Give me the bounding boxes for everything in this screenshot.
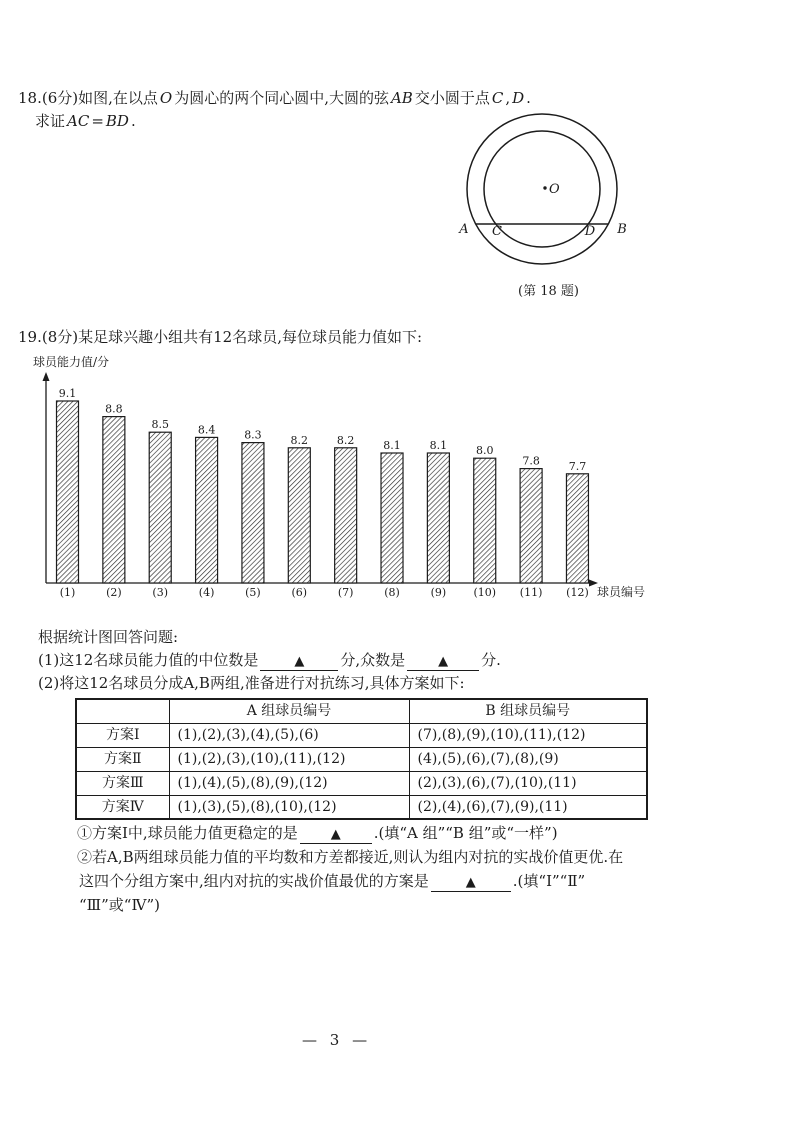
bar-value-label-3: 8.5 [151,418,169,432]
part1-text: (1)这12名球员能力值的中位数是 [38,651,259,669]
page-number: — 3 — [302,1031,368,1049]
group-a-players: (1),(2),(3),(4),(5),(6) [169,723,409,747]
x-tick-label-7: (7) [337,586,354,599]
x-tick-label-6: (6) [291,586,308,599]
group-a-players: (1),(2),(3),(10),(11),(12) [169,747,409,771]
bar-player-2 [103,417,125,583]
bar-value-label-2: 8.8 [105,402,123,416]
header-group-a: A 组球员编号 [169,699,409,723]
bar-value-label-1: 9.1 [58,387,77,400]
q19-part2: (2)将这12名球员分成A,B两组,准备进行对抗练习,具体方案如下: [38,674,465,692]
center-point-dot [543,186,546,189]
bar-player-10 [474,458,496,583]
bar-player-5 [242,443,264,583]
x-tick-label-2: (2) [106,586,122,599]
q18-text: = [91,112,104,130]
q18-segment-ac: AC [67,112,90,130]
group-b-players: (7),(8),(9),(10),(11),(12) [409,723,647,747]
q18-prove [35,111,136,131]
answer-blank-stable-group [300,825,372,844]
bar-player-3 [149,432,171,583]
answer-marker-triangle: ▲ [438,654,449,669]
outer-circle [467,114,617,264]
q18-text: . [130,112,136,130]
x-tick-label-11: (11) [519,586,543,599]
q18-point-o: O [159,89,173,107]
group-a-players: (1),(3),(5),(8),(10),(12) [169,795,409,819]
group-a-players: (1),(4),(5),(8),(9),(12) [169,771,409,795]
table-row [76,771,647,795]
answer-blank-best-plan [431,873,511,892]
label-o: O [549,182,560,197]
bar-value-label-11: 7.8 [522,454,540,468]
q19-sub2-line2 [79,871,585,892]
bar-value-label-7: 8.2 [336,433,355,447]
x-tick-label-3: (3) [152,586,169,599]
bar-value-label-10: 8.0 [475,444,494,458]
plan-name: 方案Ⅰ [76,723,169,747]
bar-value-label-8: 8.1 [383,439,401,452]
y-axis-label: 球员能力值/分 [33,355,110,369]
table-corner-cell [76,699,169,723]
bar-player-11 [520,469,542,583]
bar-value-label-9: 8.1 [429,439,448,452]
table-row [76,723,647,747]
bar-player-9 [427,453,449,583]
q18-text: 交小圆于点 [414,89,490,107]
part1-text: 分,众数是 [340,651,406,669]
sub2-text: .(填“Ⅰ”“Ⅱ” [512,872,586,890]
bar-player-6 [288,448,310,583]
q18-figure-caption: (第 18 题) [518,284,579,299]
part1-text: 分. [481,651,501,669]
answer-blank-median [260,652,338,671]
answer-marker-triangle: ▲ [294,654,305,669]
bar-player-1 [57,401,79,583]
q18-chord-ab: AB [390,89,413,107]
answer-blank-mode [407,652,479,671]
label-c: C [492,224,502,239]
label-d: D [584,224,596,239]
x-tick-label-8: (8) [384,586,400,599]
q18-text: 求证 [35,112,66,130]
sub1-text: .(填“A 组”“B 组”或“一样”) [373,824,558,842]
plan-name: 方案Ⅳ [76,795,169,819]
q19-prompt: 根据统计图回答问题: [38,628,179,646]
grouping-plans-table [75,698,648,820]
plan-name: 方案Ⅱ [76,747,169,771]
q18-text: 18.(6分)如图,在以点 [18,89,158,107]
table-header-row [76,699,647,723]
y-axis-arrow-icon [43,372,50,381]
bar-value-label-12: 7.7 [568,459,587,473]
sub2-text: 这四个分组方案中,组内对抗的实战价值最优的方案是 [79,872,429,890]
q19-sub1 [77,823,558,844]
sub1-text: ①方案Ⅰ中,球员能力值更稳定的是 [77,824,298,842]
plan-name: 方案Ⅲ [76,771,169,795]
table-row [76,747,647,771]
q19-part1 [38,650,501,671]
x-tick-label-4: (4) [198,586,215,599]
q19-sub2-line1: ②若A,B两组球员能力值的平均数和方差都接近,则认为组内对抗的实战价值更优.在 [77,848,624,866]
answer-marker-triangle: ▲ [330,827,341,842]
table-row [76,795,647,819]
q18-point-d: D [512,89,525,107]
q18-text: , [505,89,511,107]
x-tick-label-1: (1) [59,586,76,599]
bar-player-7 [335,448,357,583]
q18-text: 为圆心的两个同心圆中,大圆的弦 [174,89,389,107]
label-b: B [617,222,627,237]
x-axis-label: 球员编号 [597,585,646,599]
header-group-b: B 组球员编号 [409,699,647,723]
x-tick-label-5: (5) [245,586,261,599]
q19-sub2-line3: “Ⅲ”或“Ⅳ”) [79,896,160,914]
q18-figure [440,105,640,270]
q18-text: . [526,89,531,107]
group-b-players: (4),(5),(6),(7),(8),(9) [409,747,647,771]
bar-player-12 [566,474,588,583]
q18-point-c: C [491,89,504,107]
label-a: A [459,222,469,237]
bar-value-label-6: 8.2 [290,433,309,447]
x-tick-label-10: (10) [473,586,497,599]
x-tick-label-9: (9) [430,586,447,599]
bar-value-label-5: 8.3 [244,428,262,442]
bar-player-8 [381,453,403,583]
answer-marker-triangle: ▲ [465,875,476,890]
bar-value-label-4: 8.4 [197,423,216,437]
group-b-players: (2),(3),(6),(7),(10),(11) [409,771,647,795]
q18-segment-bd: BD [105,112,129,130]
chart-marks [57,387,589,599]
group-b-players: (2),(4),(6),(7),(9),(11) [409,795,647,819]
bar-player-4 [196,437,218,583]
player-ability-bar-chart [0,350,680,605]
x-tick-label-12: (12) [566,586,589,599]
q19-intro: 19.(8分)某足球兴趣小组共有12名球员,每位球员能力值如下: [18,328,423,346]
